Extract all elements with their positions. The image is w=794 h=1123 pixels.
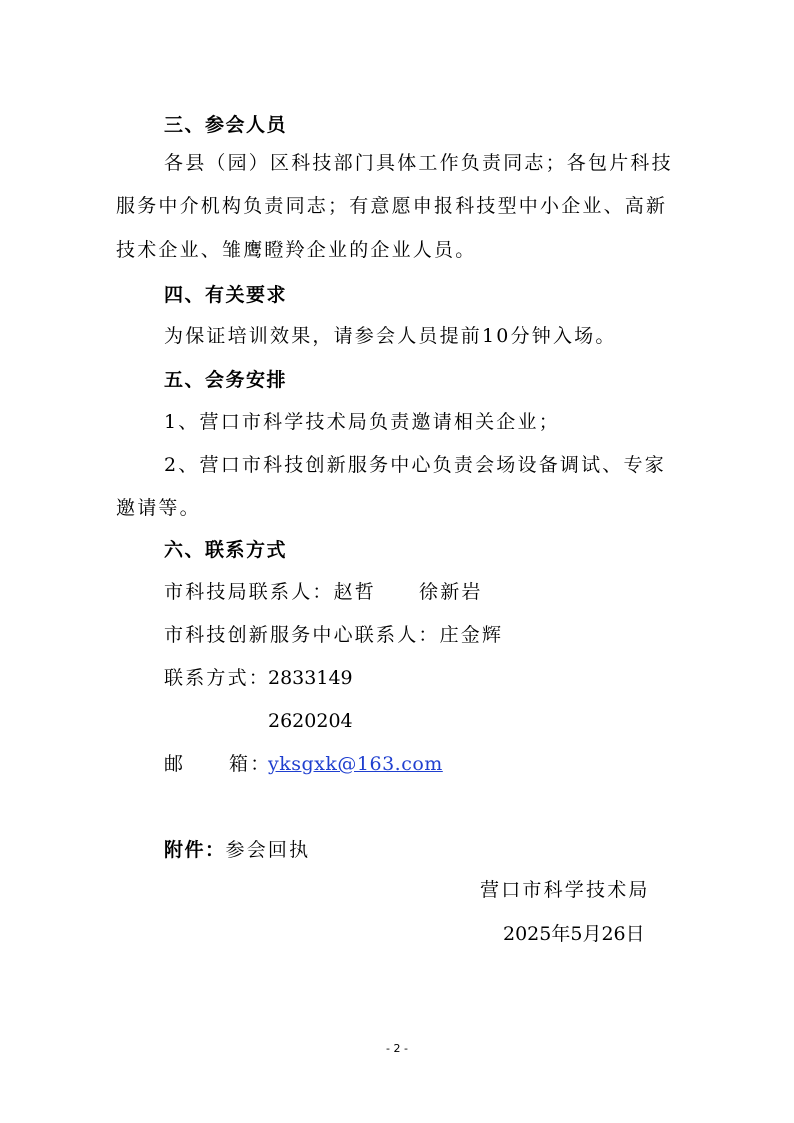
phone-label: 联系方式：: [164, 667, 271, 689]
email-label-1: 邮: [164, 753, 186, 775]
attendees-line-3: 技术企业、雏鹰瞪羚企业的企业人员。: [116, 239, 477, 261]
section-heading-requirements: 四、有关要求: [164, 284, 288, 306]
phone-number-2: 2620204: [268, 710, 353, 732]
bureau-contact: 市科技局联系人：赵哲: [164, 581, 377, 603]
email-label-2: 箱：: [229, 753, 272, 775]
arrangement-item-1: 1、营口市科学技术局负责邀请相关企业；: [164, 411, 560, 433]
bureau-contact-second: 徐新岩: [419, 581, 483, 603]
section-heading-arrangements: 五、会务安排: [164, 369, 288, 391]
arrangement-item-2-line-2: 邀请等。: [116, 497, 201, 519]
phone-number-1: 2833149: [268, 667, 353, 689]
signature-org: 营口市科学技术局: [480, 879, 650, 901]
section-heading-contact: 六、联系方式: [164, 539, 288, 561]
section-heading-attendees: 三、参会人员: [164, 114, 288, 136]
arrangement-item-2-line-1: 2、营口市科技创新服务中心负责会场设备调试、专家: [164, 454, 666, 476]
requirements-line: 为保证培训效果，请参会人员提前10分钟入场。: [164, 325, 617, 347]
center-contact: 市科技创新服务中心联系人：庄金辉: [164, 624, 504, 646]
attendees-line-1: 各县（园）区科技部门具体工作负责同志；各包片科技: [164, 152, 673, 174]
attachment-text: 参会回执: [225, 839, 311, 861]
email-link[interactable]: yksgxk@163.com: [268, 753, 443, 775]
page-number: - 2 -: [386, 1042, 408, 1055]
signature-date: 2025年5月26日: [503, 923, 645, 945]
attachment-line: [164, 838, 310, 862]
attachment-label: 附件：: [164, 839, 226, 861]
attendees-line-2: 服务中介机构负责同志；有意愿申报科技型中小企业、高新: [116, 195, 668, 217]
